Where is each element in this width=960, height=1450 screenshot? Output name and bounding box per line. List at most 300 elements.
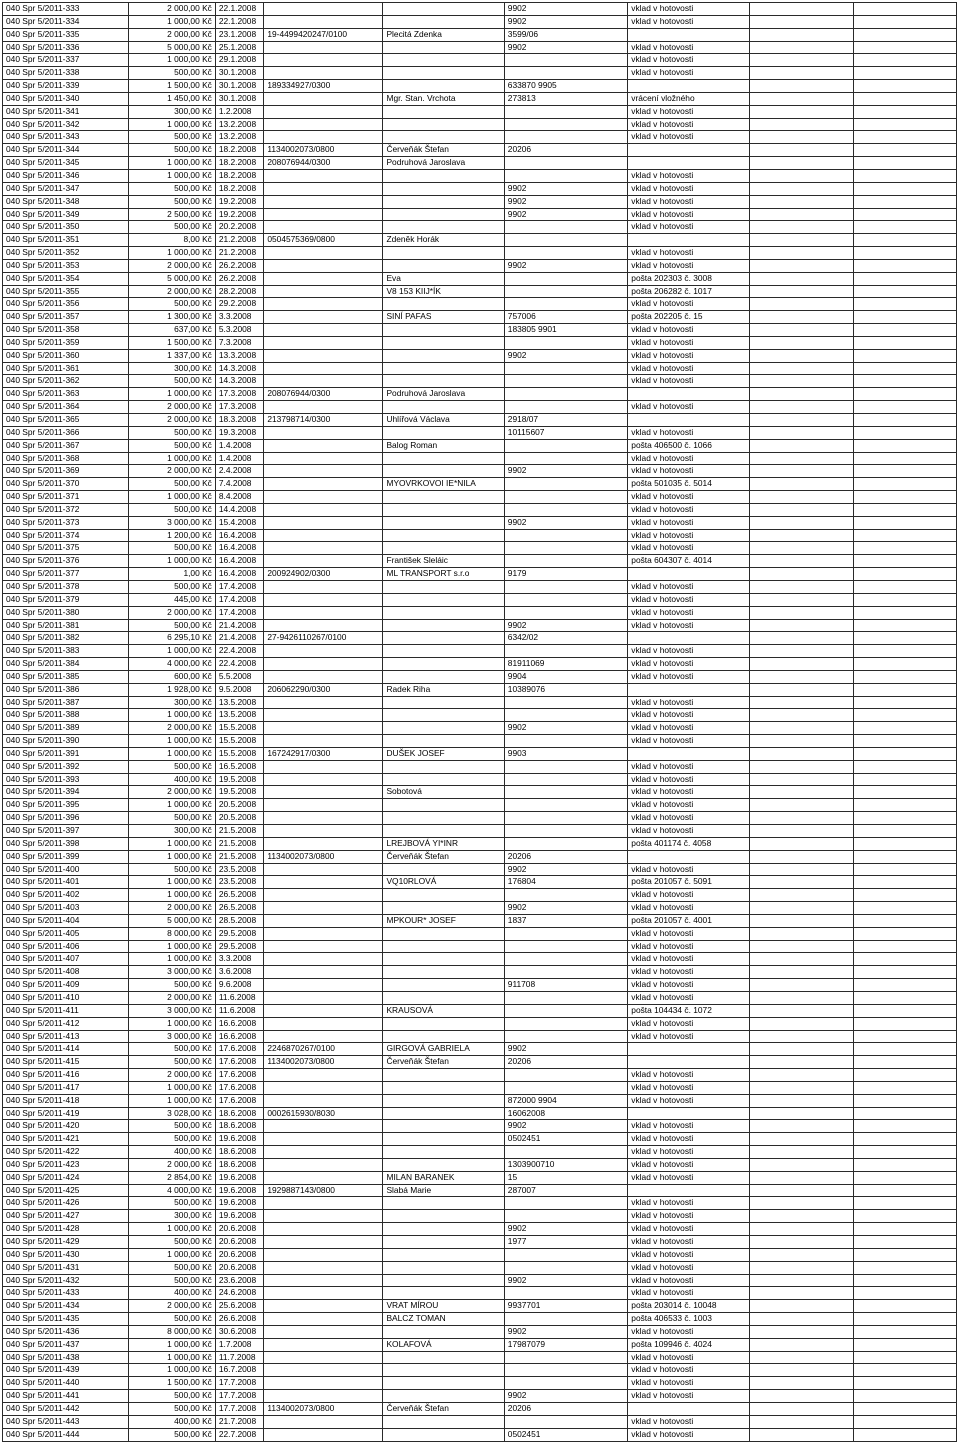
empty-cell <box>854 658 957 671</box>
empty-cell <box>749 1223 854 1236</box>
amount-cell: 2 000,00 Kč <box>128 285 215 298</box>
name-cell: VRAT MÍROU <box>383 1300 504 1313</box>
empty-cell <box>854 452 957 465</box>
account-cell: 27-9426110267/0100 <box>264 632 383 645</box>
case-ref-cell: 040 Spr 5/2011-388 <box>3 709 129 722</box>
date-cell: 3.6.2008 <box>215 966 264 979</box>
empty-cell <box>749 105 854 118</box>
name-cell <box>383 426 504 439</box>
note-cell: vklad v hotovosti <box>628 902 749 915</box>
empty-cell <box>854 1415 957 1428</box>
account-cell <box>264 1313 383 1326</box>
empty-cell <box>749 1146 854 1159</box>
symbol-cell: 9902 <box>504 1223 628 1236</box>
empty-cell <box>854 1300 957 1313</box>
date-cell: 18.6.2008 <box>215 1146 264 1159</box>
amount-cell: 500,00 Kč <box>128 439 215 452</box>
empty-cell <box>749 1069 854 1082</box>
case-ref-cell: 040 Spr 5/2011-376 <box>3 555 129 568</box>
account-cell <box>264 272 383 285</box>
symbol-cell <box>504 542 628 555</box>
empty-cell <box>854 863 957 876</box>
note-cell <box>628 1402 749 1415</box>
empty-cell <box>749 773 854 786</box>
empty-cell <box>749 889 854 902</box>
date-cell: 17.4.2008 <box>215 580 264 593</box>
amount-cell: 500,00 Kč <box>128 182 215 195</box>
name-cell: V8 153 KIIJ*ÍK <box>383 285 504 298</box>
empty-cell <box>854 580 957 593</box>
empty-cell <box>749 1351 854 1364</box>
note-cell: vklad v hotovosti <box>628 696 749 709</box>
empty-cell <box>854 606 957 619</box>
account-cell <box>264 426 383 439</box>
date-cell: 30.1.2008 <box>215 80 264 93</box>
amount-cell: 1 000,00 Kč <box>128 169 215 182</box>
empty-cell <box>749 1377 854 1390</box>
amount-cell: 1 500,00 Kč <box>128 1377 215 1390</box>
case-ref-cell: 040 Spr 5/2011-349 <box>3 208 129 221</box>
table-row <box>3 92 957 105</box>
empty-cell <box>854 889 957 902</box>
note-cell: vklad v hotovosti <box>628 118 749 131</box>
account-cell <box>264 491 383 504</box>
empty-cell <box>854 953 957 966</box>
account-cell <box>264 349 383 362</box>
date-cell: 23.6.2008 <box>215 1274 264 1287</box>
symbol-cell: 9902 <box>504 41 628 54</box>
case-ref-cell: 040 Spr 5/2011-439 <box>3 1364 129 1377</box>
symbol-cell: 20206 <box>504 850 628 863</box>
name-cell: SINÍ PAFAS <box>383 311 504 324</box>
table-row <box>3 465 957 478</box>
empty-cell <box>749 979 854 992</box>
account-cell: 19-4499420247/0100 <box>264 28 383 41</box>
empty-cell <box>749 1287 854 1300</box>
empty-cell <box>749 298 854 311</box>
note-cell: vklad v hotovosti <box>628 362 749 375</box>
name-cell <box>383 67 504 80</box>
table-row <box>3 1261 957 1274</box>
date-cell: 19.5.2008 <box>215 773 264 786</box>
note-cell: vklad v hotovosti <box>628 324 749 337</box>
amount-cell: 5 000,00 Kč <box>128 272 215 285</box>
case-ref-cell: 040 Spr 5/2011-360 <box>3 349 129 362</box>
account-cell <box>264 15 383 28</box>
case-ref-cell: 040 Spr 5/2011-357 <box>3 311 129 324</box>
account-cell <box>264 825 383 838</box>
case-ref-cell: 040 Spr 5/2011-358 <box>3 324 129 337</box>
empty-cell <box>854 683 957 696</box>
symbol-cell: 16062008 <box>504 1107 628 1120</box>
empty-cell <box>749 837 854 850</box>
table-row <box>3 1081 957 1094</box>
name-cell <box>383 902 504 915</box>
note-cell <box>628 80 749 93</box>
name-cell <box>383 3 504 16</box>
empty-cell <box>749 580 854 593</box>
amount-cell: 1 000,00 Kč <box>128 1223 215 1236</box>
name-cell <box>383 1377 504 1390</box>
date-cell: 16.4.2008 <box>215 529 264 542</box>
name-cell: Uhlířová Václava <box>383 414 504 427</box>
note-cell: vklad v hotovosti <box>628 1248 749 1261</box>
date-cell: 11.6.2008 <box>215 1004 264 1017</box>
date-cell: 13.2.2008 <box>215 131 264 144</box>
amount-cell: 3 000,00 Kč <box>128 516 215 529</box>
note-cell: vklad v hotovosti <box>628 67 749 80</box>
note-cell: vklad v hotovosti <box>628 825 749 838</box>
empty-cell <box>749 1081 854 1094</box>
name-cell <box>383 182 504 195</box>
date-cell: 29.5.2008 <box>215 940 264 953</box>
name-cell <box>383 131 504 144</box>
table-row <box>3 812 957 825</box>
date-cell: 30.1.2008 <box>215 92 264 105</box>
account-cell: 1134002073/0800 <box>264 144 383 157</box>
name-cell <box>383 336 504 349</box>
symbol-cell <box>504 1069 628 1082</box>
empty-cell <box>854 182 957 195</box>
amount-cell: 500,00 Kč <box>128 1402 215 1415</box>
note-cell: vklad v hotovosti <box>628 1377 749 1390</box>
name-cell: Zdeněk Horák <box>383 234 504 247</box>
account-cell <box>264 1390 383 1403</box>
empty-cell <box>749 362 854 375</box>
empty-cell <box>854 1069 957 1082</box>
empty-cell <box>749 593 854 606</box>
symbol-cell: 757006 <box>504 311 628 324</box>
amount-cell: 500,00 Kč <box>128 1133 215 1146</box>
amount-cell: 1 000,00 Kč <box>128 1081 215 1094</box>
amount-cell: 500,00 Kč <box>128 1261 215 1274</box>
empty-cell <box>854 144 957 157</box>
date-cell: 26.5.2008 <box>215 902 264 915</box>
note-cell: vklad v hotovosti <box>628 195 749 208</box>
empty-cell <box>749 41 854 54</box>
empty-cell <box>749 568 854 581</box>
empty-cell <box>854 349 957 362</box>
name-cell <box>383 940 504 953</box>
case-ref-cell: 040 Spr 5/2011-398 <box>3 837 129 850</box>
account-cell <box>264 503 383 516</box>
date-cell: 3.3.2008 <box>215 953 264 966</box>
name-cell <box>383 991 504 1004</box>
empty-cell <box>854 645 957 658</box>
case-ref-cell: 040 Spr 5/2011-375 <box>3 542 129 555</box>
date-cell: 21.5.2008 <box>215 825 264 838</box>
table-row <box>3 670 957 683</box>
date-cell: 19.6.2008 <box>215 1210 264 1223</box>
account-cell: 200924902/0300 <box>264 568 383 581</box>
empty-cell <box>854 80 957 93</box>
date-cell: 20.6.2008 <box>215 1248 264 1261</box>
note-cell: pošta 202303 č. 3008 <box>628 272 749 285</box>
table-row <box>3 979 957 992</box>
table-row <box>3 401 957 414</box>
date-cell: 1.2.2008 <box>215 105 264 118</box>
table-row <box>3 503 957 516</box>
empty-cell <box>854 837 957 850</box>
table-row <box>3 182 957 195</box>
empty-cell <box>854 760 957 773</box>
date-cell: 21.4.2008 <box>215 632 264 645</box>
note-cell: vklad v hotovosti <box>628 927 749 940</box>
symbol-cell: 9902 <box>504 15 628 28</box>
symbol-cell <box>504 825 628 838</box>
amount-cell: 2 000,00 Kč <box>128 1069 215 1082</box>
amount-cell: 500,00 Kč <box>128 619 215 632</box>
empty-cell <box>749 902 854 915</box>
name-cell <box>383 1158 504 1171</box>
empty-cell <box>749 696 854 709</box>
table-row <box>3 529 957 542</box>
account-cell <box>264 1197 383 1210</box>
symbol-cell <box>504 247 628 260</box>
empty-cell <box>749 452 854 465</box>
date-cell: 19.6.2008 <box>215 1133 264 1146</box>
empty-cell <box>749 15 854 28</box>
symbol-cell <box>504 1210 628 1223</box>
account-cell <box>264 1146 383 1159</box>
date-cell: 13.2.2008 <box>215 118 264 131</box>
name-cell: Mgr. Stan. Vrchota <box>383 92 504 105</box>
case-ref-cell: 040 Spr 5/2011-409 <box>3 979 129 992</box>
name-cell <box>383 799 504 812</box>
amount-cell: 3 000,00 Kč <box>128 1004 215 1017</box>
empty-cell <box>749 1043 854 1056</box>
note-cell: vklad v hotovosti <box>628 979 749 992</box>
account-cell <box>264 1120 383 1133</box>
empty-cell <box>854 503 957 516</box>
case-ref-cell: 040 Spr 5/2011-366 <box>3 426 129 439</box>
date-cell: 1.4.2008 <box>215 452 264 465</box>
note-cell: vklad v hotovosti <box>628 491 749 504</box>
note-cell: vklad v hotovosti <box>628 298 749 311</box>
symbol-cell <box>504 760 628 773</box>
empty-cell <box>749 1210 854 1223</box>
date-cell: 21.2.2008 <box>215 247 264 260</box>
table-row <box>3 722 957 735</box>
note-cell: vklad v hotovosti <box>628 465 749 478</box>
account-cell <box>264 208 383 221</box>
symbol-cell: 9902 <box>504 1274 628 1287</box>
note-cell: pošta 501035 č. 5014 <box>628 478 749 491</box>
symbol-cell: 872000 9904 <box>504 1094 628 1107</box>
date-cell: 11.7.2008 <box>215 1351 264 1364</box>
account-cell <box>264 837 383 850</box>
amount-cell: 500,00 Kč <box>128 1120 215 1133</box>
note-cell: pošta 104434 č. 1072 <box>628 1004 749 1017</box>
empty-cell <box>749 259 854 272</box>
amount-cell: 1 000,00 Kč <box>128 1351 215 1364</box>
name-cell <box>383 645 504 658</box>
date-cell: 26.6.2008 <box>215 1313 264 1326</box>
case-ref-cell: 040 Spr 5/2011-364 <box>3 401 129 414</box>
case-ref-cell: 040 Spr 5/2011-340 <box>3 92 129 105</box>
amount-cell: 8 000,00 Kč <box>128 1325 215 1338</box>
name-cell <box>383 1133 504 1146</box>
date-cell: 1.7.2008 <box>215 1338 264 1351</box>
note-cell: vklad v hotovosti <box>628 1274 749 1287</box>
name-cell: Červeňák Štefan <box>383 1056 504 1069</box>
amount-cell: 1 000,00 Kč <box>128 735 215 748</box>
note-cell: vklad v hotovosti <box>628 1415 749 1428</box>
empty-cell <box>854 118 957 131</box>
name-cell <box>383 966 504 979</box>
amount-cell: 500,00 Kč <box>128 979 215 992</box>
empty-cell <box>749 722 854 735</box>
table-row <box>3 336 957 349</box>
case-ref-cell: 040 Spr 5/2011-387 <box>3 696 129 709</box>
account-cell <box>264 1248 383 1261</box>
note-cell: vklad v hotovosti <box>628 1325 749 1338</box>
date-cell: 21.4.2008 <box>215 619 264 632</box>
table-row <box>3 1107 957 1120</box>
symbol-cell <box>504 1377 628 1390</box>
symbol-cell <box>504 221 628 234</box>
empty-cell <box>854 259 957 272</box>
table-row <box>3 1056 957 1069</box>
table-row <box>3 889 957 902</box>
empty-cell <box>749 1300 854 1313</box>
amount-cell: 2 000,00 Kč <box>128 259 215 272</box>
case-ref-cell: 040 Spr 5/2011-335 <box>3 28 129 41</box>
amount-cell: 1 000,00 Kč <box>128 1017 215 1030</box>
empty-cell <box>854 825 957 838</box>
empty-cell <box>749 195 854 208</box>
empty-cell <box>854 28 957 41</box>
symbol-cell <box>504 1313 628 1326</box>
account-cell <box>264 1351 383 1364</box>
amount-cell: 2 000,00 Kč <box>128 902 215 915</box>
empty-cell <box>854 722 957 735</box>
name-cell <box>383 1069 504 1082</box>
symbol-cell <box>504 735 628 748</box>
symbol-cell: 911708 <box>504 979 628 992</box>
date-cell: 16.7.2008 <box>215 1364 264 1377</box>
amount-cell: 1 000,00 Kč <box>128 157 215 170</box>
case-ref-cell: 040 Spr 5/2011-355 <box>3 285 129 298</box>
symbol-cell: 176804 <box>504 876 628 889</box>
case-ref-cell: 040 Spr 5/2011-443 <box>3 1415 129 1428</box>
note-cell: vklad v hotovosti <box>628 722 749 735</box>
name-cell <box>383 542 504 555</box>
amount-cell: 6 295,10 Kč <box>128 632 215 645</box>
name-cell <box>383 503 504 516</box>
empty-cell <box>749 1390 854 1403</box>
case-ref-cell: 040 Spr 5/2011-347 <box>3 182 129 195</box>
table-row <box>3 1158 957 1171</box>
empty-cell <box>854 670 957 683</box>
note-cell <box>628 850 749 863</box>
case-ref-cell: 040 Spr 5/2011-410 <box>3 991 129 1004</box>
date-cell: 19.2.2008 <box>215 195 264 208</box>
note-cell: vklad v hotovosti <box>628 503 749 516</box>
symbol-cell <box>504 54 628 67</box>
table-row <box>3 966 957 979</box>
case-ref-cell: 040 Spr 5/2011-368 <box>3 452 129 465</box>
date-cell: 18.3.2008 <box>215 414 264 427</box>
case-ref-cell: 040 Spr 5/2011-346 <box>3 169 129 182</box>
name-cell: KRAUSOVÁ <box>383 1004 504 1017</box>
amount-cell: 1 000,00 Kč <box>128 850 215 863</box>
note-cell: vklad v hotovosti <box>628 542 749 555</box>
empty-cell <box>749 80 854 93</box>
account-cell <box>264 41 383 54</box>
name-cell <box>383 979 504 992</box>
date-cell: 15.4.2008 <box>215 516 264 529</box>
date-cell: 16.6.2008 <box>215 1030 264 1043</box>
symbol-cell: 183805 9901 <box>504 324 628 337</box>
table-row <box>3 1210 957 1223</box>
symbol-cell: 9902 <box>504 465 628 478</box>
empty-cell <box>854 1210 957 1223</box>
table-row <box>3 28 957 41</box>
case-ref-cell: 040 Spr 5/2011-348 <box>3 195 129 208</box>
amount-cell: 1 500,00 Kč <box>128 80 215 93</box>
name-cell <box>383 465 504 478</box>
note-cell: vklad v hotovosti <box>628 812 749 825</box>
table-row <box>3 658 957 671</box>
case-ref-cell: 040 Spr 5/2011-393 <box>3 773 129 786</box>
empty-cell <box>749 54 854 67</box>
account-cell <box>264 966 383 979</box>
account-cell <box>264 1069 383 1082</box>
name-cell <box>383 1210 504 1223</box>
note-cell: vklad v hotovosti <box>628 735 749 748</box>
note-cell: vklad v hotovosti <box>628 1030 749 1043</box>
case-ref-cell: 040 Spr 5/2011-386 <box>3 683 129 696</box>
table-row <box>3 105 957 118</box>
empty-cell <box>749 336 854 349</box>
empty-cell <box>749 401 854 414</box>
case-ref-cell: 040 Spr 5/2011-336 <box>3 41 129 54</box>
empty-cell <box>854 247 957 260</box>
note-cell: vklad v hotovosti <box>628 799 749 812</box>
amount-cell: 2 000,00 Kč <box>128 786 215 799</box>
empty-cell <box>854 1017 957 1030</box>
empty-cell <box>749 1236 854 1249</box>
amount-cell: 2 000,00 Kč <box>128 401 215 414</box>
table-row <box>3 568 957 581</box>
table-row <box>3 619 957 632</box>
note-cell: vklad v hotovosti <box>628 54 749 67</box>
table-row <box>3 491 957 504</box>
amount-cell: 2 000,00 Kč <box>128 1300 215 1313</box>
case-ref-cell: 040 Spr 5/2011-428 <box>3 1223 129 1236</box>
empty-cell <box>854 1094 957 1107</box>
case-ref-cell: 040 Spr 5/2011-341 <box>3 105 129 118</box>
amount-cell: 500,00 Kč <box>128 195 215 208</box>
amount-cell: 500,00 Kč <box>128 298 215 311</box>
symbol-cell: 2918/07 <box>504 414 628 427</box>
empty-cell <box>854 92 957 105</box>
name-cell <box>383 593 504 606</box>
account-cell <box>264 670 383 683</box>
empty-cell <box>854 1056 957 1069</box>
date-cell: 18.2.2008 <box>215 157 264 170</box>
name-cell <box>383 529 504 542</box>
amount-cell: 1 337,00 Kč <box>128 349 215 362</box>
amount-cell: 1 000,00 Kč <box>128 953 215 966</box>
table-row <box>3 478 957 491</box>
case-ref-cell: 040 Spr 5/2011-333 <box>3 3 129 16</box>
empty-cell <box>749 645 854 658</box>
table-row <box>3 1325 957 1338</box>
account-cell <box>264 478 383 491</box>
empty-cell <box>749 927 854 940</box>
